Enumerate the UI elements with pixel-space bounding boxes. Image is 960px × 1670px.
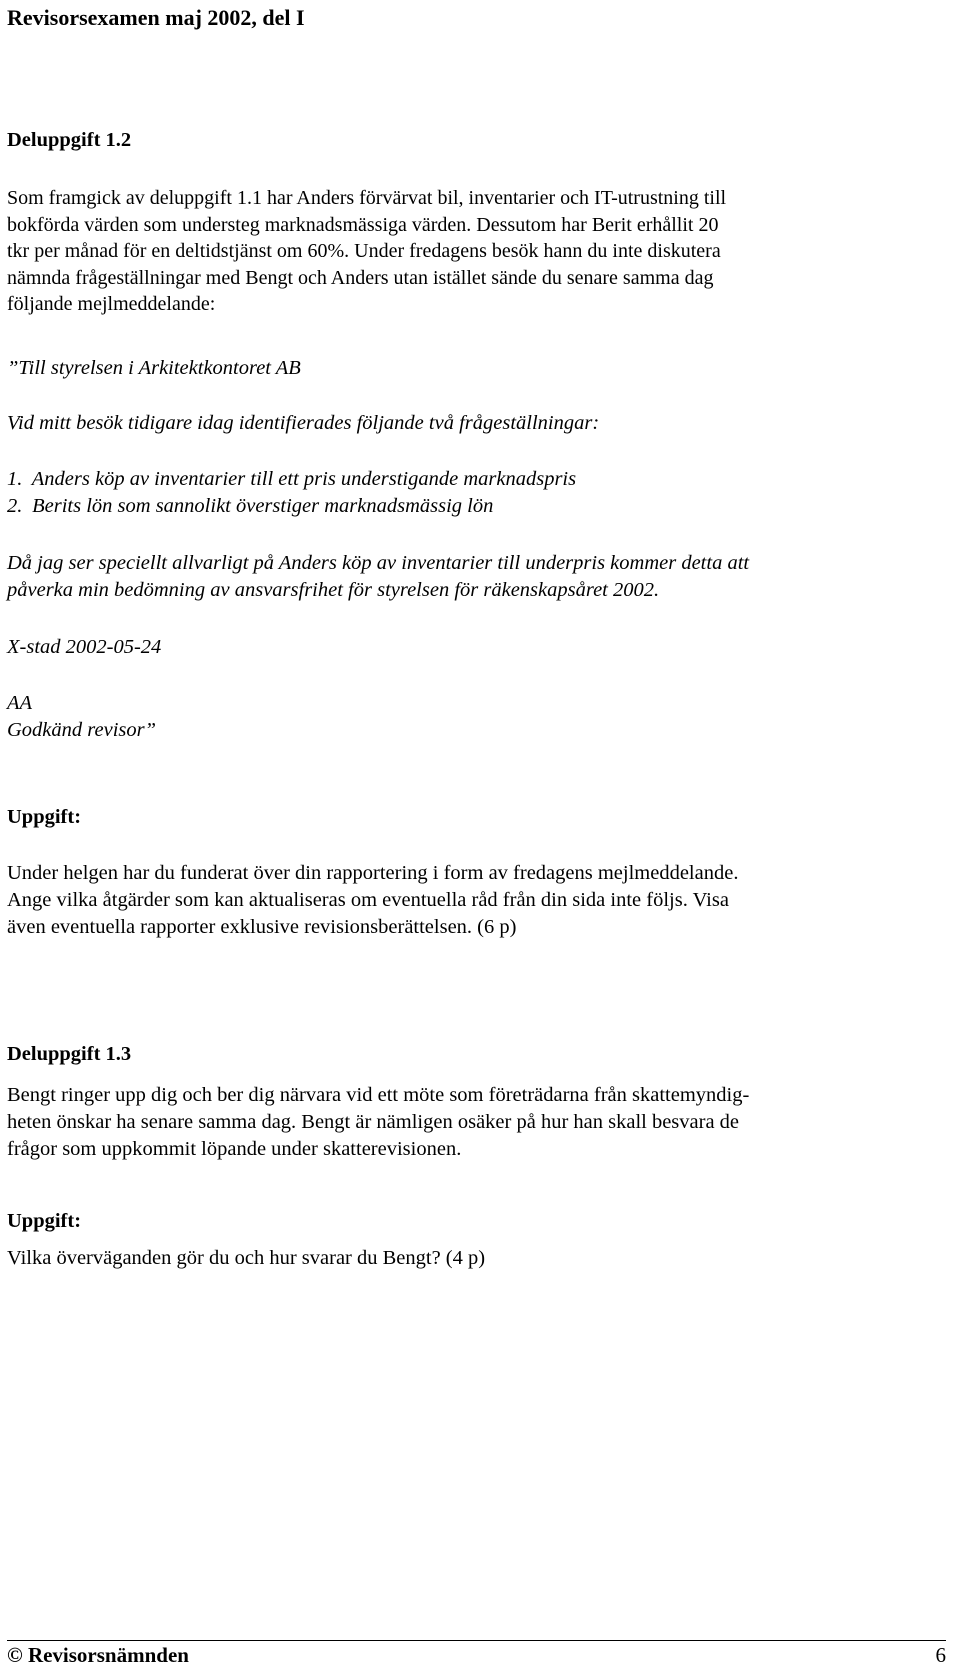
page-footer — [7, 1640, 946, 1667]
signature-name: AA — [7, 692, 33, 714]
task-paragraph-1-2 — [7, 860, 947, 941]
paragraph-line: följande mejlmeddelande: — [7, 293, 216, 315]
page-header-title: Revisorsexamen maj 2002, del I — [7, 5, 305, 30]
paragraph-line: frågor som uppkommit löpande under skatterevisionen. — [7, 1138, 462, 1160]
task-paragraph-1-3 — [7, 1245, 947, 1272]
email-intro: Vid mitt besök tidigare idag identifierades följande två frågeställningar: — [7, 412, 600, 434]
footer-copyright: © Revisorsnämnden — [7, 1643, 189, 1667]
paragraph-line: nämnda frågeställningar med Bengt och Anders utan istället sände du senare samma dag — [7, 266, 714, 289]
email-place-date: X-stad 2002-05-24 — [7, 636, 162, 658]
list-item-number: 2. — [7, 495, 23, 517]
list-item — [7, 466, 576, 493]
list-item-text: Berits lön som sannolikt överstiger marknadsmässig lön — [32, 495, 494, 517]
paragraph-line: heten önskar ha senare samma dag. Bengt är nämligen osäker på hur han skall besvara de — [7, 1111, 740, 1133]
paragraph-line: Under helgen har du funderat över din rapportering i form av fredagens mejlmeddelande. — [7, 862, 739, 884]
task-label-1-2: Uppgift: — [7, 806, 82, 828]
section-heading-1-2: Deluppgift 1.2 — [7, 129, 132, 151]
paragraph-line: även eventuella rapporter exklusive revisionsberättelsen. (6 p) — [7, 916, 517, 938]
paragraph-line: tkr per månad för en deltidstjänst om 60%. Under fredagens besök hann du inte diskutera — [7, 240, 721, 262]
email-issue-list — [7, 466, 576, 520]
paragraph-line: påverka min bedömning av ansvarsfrihet för styrelsen för räkenskapsåret 2002. — [7, 579, 660, 601]
paragraph-line: Vilka överväganden gör du och hur svarar du Bengt? (4 p) — [7, 1247, 486, 1269]
section-heading-1-3: Deluppgift 1.3 — [7, 1043, 132, 1065]
footer-page-number: 6 — [935, 1643, 946, 1667]
paragraph-line: Då jag ser speciellt allvarligt på Anders köp av inventarier till underpris kommer detta att — [7, 552, 750, 574]
paragraph-line: Bengt ringer upp dig och ber dig närvara vid ett möte som företrädarna från skattemyndig- — [7, 1084, 750, 1106]
task-label-1-3: Uppgift: — [7, 1210, 82, 1232]
list-item — [7, 493, 576, 520]
intro-paragraph-1-3 — [7, 1082, 947, 1163]
email-greeting: ”Till styrelsen i Arkitektkontoret AB — [7, 357, 301, 379]
list-item-text: Anders köp av inventarier till ett pris understigande marknadspris — [31, 468, 577, 490]
signature-title: Godkänd revisor” — [7, 719, 156, 741]
paragraph-line: Ange vilka åtgärder som kan aktualiseras om eventuella råd från din sida inte följs. Visa — [7, 889, 729, 911]
paragraph-line: Som framgick av deluppgift 1.1 har Anders förvärvat bil, inventarier och IT-utrustning till — [7, 187, 727, 209]
email-body — [7, 550, 947, 604]
email-signature — [7, 690, 156, 744]
intro-paragraph-1-2 — [7, 185, 947, 318]
list-item-number: 1. — [7, 468, 23, 490]
paragraph-line: bokförda värden som understeg marknadsmässiga värden. Dessutom har Berit erhållit 20 — [7, 213, 719, 236]
